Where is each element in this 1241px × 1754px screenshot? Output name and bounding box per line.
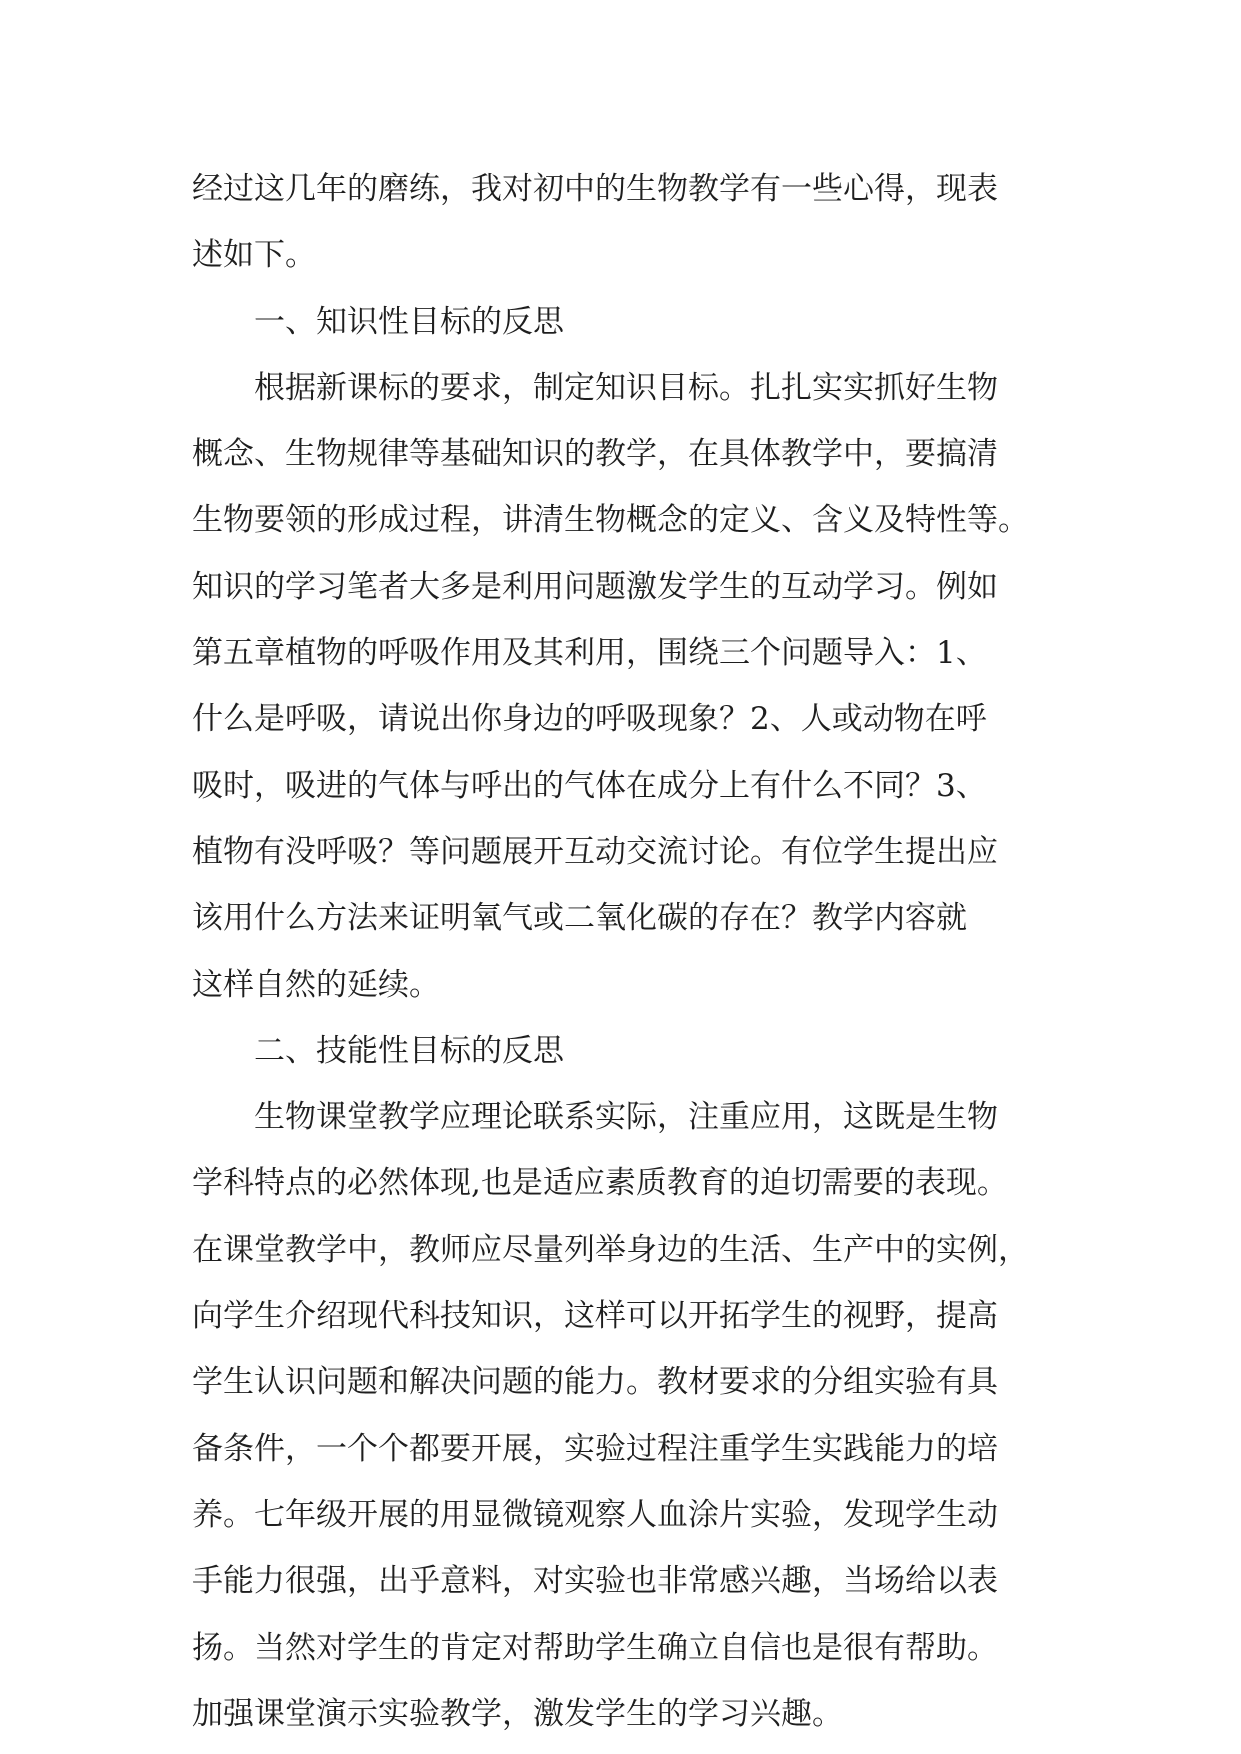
text-line: 吸时，吸进的气体与呼出的气体在成分上有什么不同？3、 (192, 767, 987, 804)
text-line: 这样自然的延续。 (192, 966, 440, 1003)
text-line: 养。七年级开展的用显微镜观察人血涂片实验，发现学生动 (192, 1496, 998, 1533)
text-line: 生物课堂教学应理论联系实际，注重应用，这既是生物 (254, 1099, 998, 1136)
text-line: 植物有没呼吸？等问题展开互动交流讨论。有位学生提出应 (192, 833, 998, 870)
text-line: 在课堂教学中，教师应尽量列举身边的生活、生产中的实例， (192, 1231, 1029, 1268)
text-line: 学科特点的必然体现,也是适应素质教育的迫切需要的表现。 (192, 1165, 1008, 1202)
text-line: 该用什么方法来证明氧气或二氧化碳的存在？教学内容就 (192, 900, 967, 937)
text-line: 概念、生物规律等基础知识的教学，在具体教学中，要搞清 (192, 436, 998, 473)
text-line: 生物要领的形成过程，讲清生物概念的定义、含义及特性等。 (192, 502, 1029, 539)
text-line: 根据新课标的要求，制定知识目标。扎扎实实抓好生物 (254, 369, 998, 406)
text-line: 知识的学习笔者大多是利用问题激发学生的互动学习。例如 (192, 568, 998, 605)
text-line: 什么是呼吸，请说出你身边的呼吸现象？2、人或动物在呼 (192, 701, 987, 738)
section-heading: 二、技能性目标的反思 (254, 1032, 564, 1069)
text-line: 第五章植物的呼吸作用及其利用，围绕三个问题导入：1、 (192, 635, 987, 672)
text-line: 加强课堂演示实验教学，激发学生的学习兴趣。 (192, 1695, 843, 1732)
section-heading: 一、知识性目标的反思 (254, 303, 564, 340)
text-line: 扬。当然对学生的肯定对帮助学生确立自信也是很有帮助。 (192, 1629, 998, 1666)
text-line: 手能力很强，出乎意料，对实验也非常感兴趣，当场给以表 (192, 1563, 998, 1600)
text-line: 经过这几年的磨练，我对初中的生物教学有一些心得，现表 (192, 171, 998, 207)
text-line: 述如下。 (192, 237, 316, 274)
text-line: 备条件，一个个都要开展，实验过程注重学生实践能力的培 (192, 1430, 998, 1467)
body-text (192, 156, 1052, 1747)
text-line: 学生认识问题和解决问题的能力。教材要求的分组实验有具 (192, 1364, 998, 1401)
text-line: 向学生介绍现代科技知识，这样可以开拓学生的视野，提高 (192, 1298, 998, 1335)
